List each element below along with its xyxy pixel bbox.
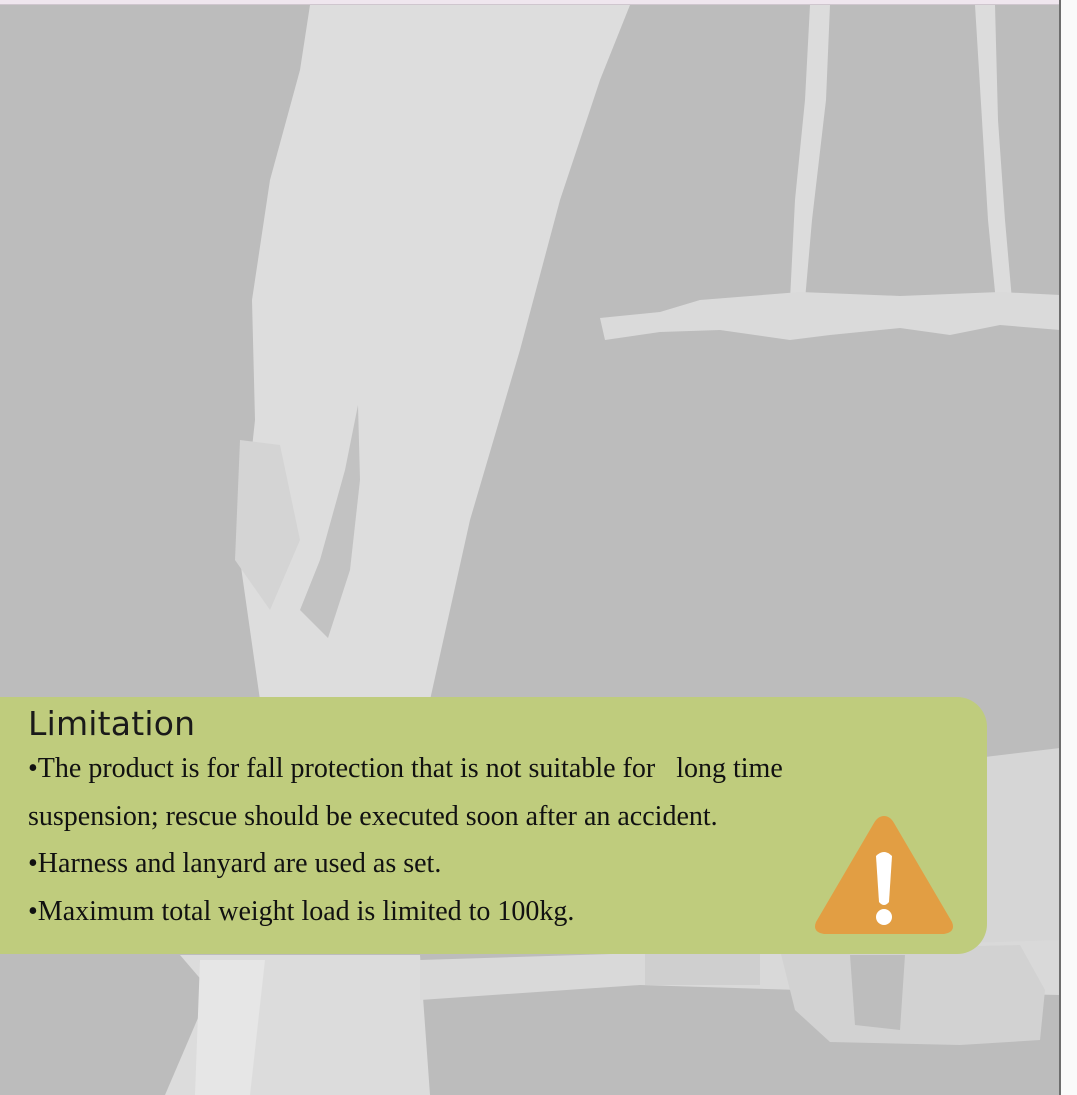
top-border (0, 0, 1060, 5)
limitation-line: suspension; rescue should be executed soon after an accident. (28, 801, 718, 832)
vertical-scrollbar[interactable] (1059, 0, 1077, 1095)
limitation-line: •Harness and lanyard are used as set. (28, 848, 442, 879)
limitation-line: •The product is for fall protection that is not suitable for long time (28, 753, 783, 784)
limitation-line: •Maximum total weight load is limited to 100kg. (28, 896, 575, 927)
warning-triangle-icon (812, 812, 956, 938)
limitation-heading: Limitation (28, 704, 196, 743)
